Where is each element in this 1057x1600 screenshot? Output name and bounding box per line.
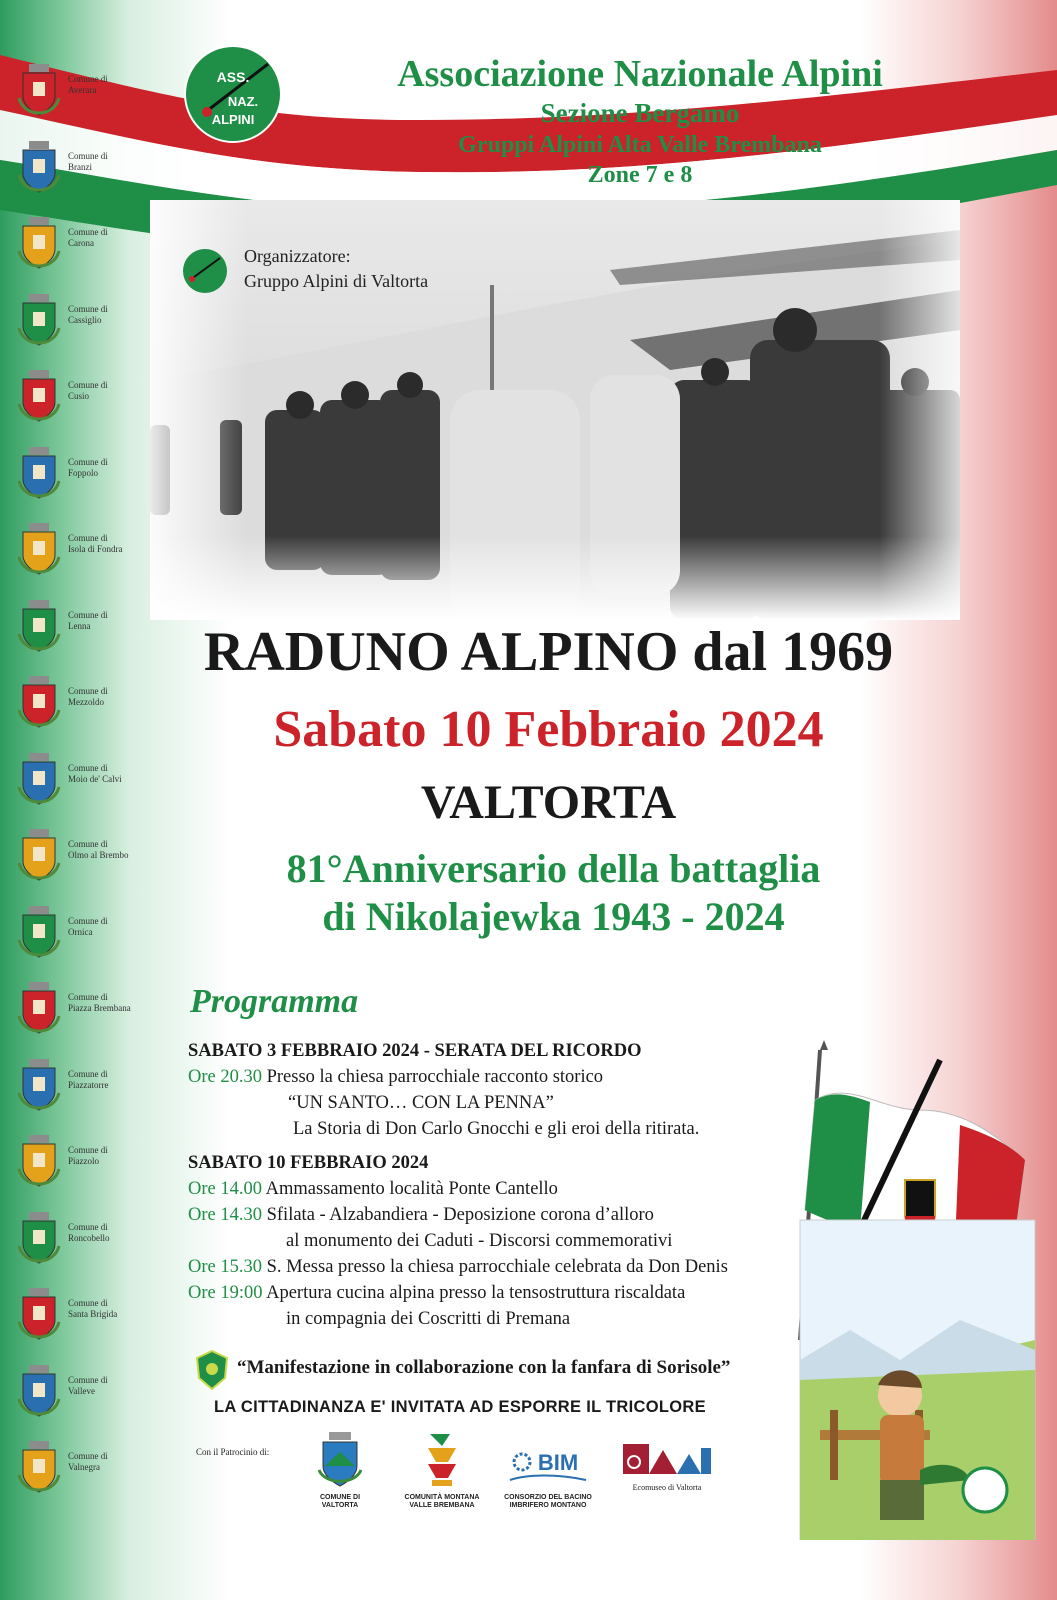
patron-line1: CONSORZIO DEL BACINO — [504, 1494, 592, 1501]
commune-crest — [10, 213, 150, 283]
program-item-continuation: al monumento dei Caduti - Discorsi commemorativi — [286, 1231, 673, 1251]
commune-crest-icon — [16, 1210, 62, 1272]
commune-prefix: Comune di — [68, 456, 108, 467]
commune-crest-icon — [16, 1363, 62, 1425]
commune-name: Carona — [68, 238, 94, 248]
program-item-text: S. Messa presso la chiesa parrocchiale celebrata da Don Denis — [266, 1257, 728, 1277]
commune-label — [68, 1451, 108, 1473]
commune-name: Piazzolo — [68, 1156, 99, 1166]
organizer-block — [244, 244, 428, 294]
commune-name: Roncobello — [68, 1232, 110, 1243]
commune-prefix: Comune di — [68, 1068, 108, 1079]
bim-logo-icon — [508, 1440, 588, 1490]
svg-text:BIM: BIM — [537, 1450, 579, 1475]
commune-name: Isola di Fondra — [68, 544, 123, 554]
commune-prefix: Comune di — [68, 1451, 108, 1461]
comunita-montana-logo-icon — [422, 1430, 462, 1490]
ecomuseo-logo-icon — [619, 1440, 715, 1480]
header — [300, 52, 980, 190]
commune-prefix: Comune di — [68, 839, 108, 849]
program-item — [188, 1202, 828, 1228]
commune-label — [68, 457, 108, 479]
section-title: Sezione Bergamo — [540, 98, 740, 128]
commune-label — [68, 1298, 117, 1320]
commune-crest-icon — [16, 445, 62, 507]
commune-crest-icon — [16, 292, 62, 354]
commune-label — [68, 1375, 108, 1397]
commune-label — [68, 380, 108, 402]
commune-crest — [10, 1361, 150, 1431]
commune-prefix: Comune di — [68, 686, 108, 696]
commune-prefix: Comune di — [68, 150, 108, 161]
commune-prefix: Comune di — [68, 74, 108, 84]
commune-prefix: Comune di — [68, 380, 108, 390]
patron-line2: VALLE BREMBANA — [409, 1502, 475, 1509]
commune-name: Mezzoldo — [68, 697, 104, 707]
commune-label — [68, 1069, 108, 1091]
commune-crest — [10, 443, 150, 513]
valtorta-crest-icon — [315, 1430, 365, 1490]
organizer-logo-icon — [182, 248, 228, 294]
groups-title: Gruppi Alpini Alta Valle Brembana — [458, 132, 822, 158]
commune-name: Lenna — [68, 620, 91, 631]
commune-name: Piazzatorre — [68, 1079, 109, 1090]
patron-line2: VALTORTA — [321, 1502, 359, 1509]
program-item-text: Apertura cucina alpina presso la tensostruttura riscaldata — [266, 1283, 686, 1303]
commune-crest-icon — [16, 1133, 62, 1195]
flag-child-illustration — [790, 1040, 1040, 1540]
commune-prefix: Comune di — [68, 1221, 108, 1232]
commune-label — [68, 151, 108, 173]
commune-name: Ornica — [68, 926, 93, 937]
patron-ecomuseo — [612, 1440, 722, 1492]
ana-logo-icon — [183, 44, 283, 144]
program-item-time: Ore 19:00 — [188, 1283, 263, 1303]
commune-name: Foppolo — [68, 467, 99, 478]
event-place: VALTORTA — [420, 776, 677, 829]
collaboration-text: “Manifestazione in collaborazione con la fanfara di Sorisole” — [237, 1357, 731, 1378]
patron-line2: IMBRIFERO MONTANO — [509, 1502, 587, 1509]
commune-crest-icon — [16, 1439, 62, 1501]
commune-name: Valleve — [68, 1385, 95, 1396]
patron-comunita-montana — [392, 1430, 492, 1510]
svg-text:NAZ.: NAZ. — [227, 94, 259, 109]
commune-label — [68, 533, 123, 555]
commune-label — [68, 227, 108, 249]
fanfara-badge-icon — [195, 1350, 229, 1390]
commune-crest — [10, 1208, 150, 1278]
day1-time: Ore 20.30 — [188, 1067, 262, 1087]
commune-label — [68, 1145, 108, 1167]
commune-crest — [10, 1437, 150, 1507]
program-item — [188, 1280, 828, 1306]
program-item-continuation: in compagnia dei Coscritti di Premana — [286, 1309, 571, 1329]
commune-name: Cassiglio — [68, 314, 102, 325]
commune-prefix: Comune di — [68, 992, 108, 1002]
patron-bim — [498, 1440, 598, 1510]
commune-name: Averara — [68, 85, 97, 95]
commune-crest-icon — [16, 1057, 62, 1119]
anniversary-line-1: 81°Anniversario della battaglia — [286, 846, 821, 891]
event-title: RADUNO ALPINO dal 1969 — [203, 621, 894, 683]
commune-crest-icon — [16, 368, 62, 430]
commune-crest — [10, 366, 150, 436]
patron-line1: COMUNITÀ MONTANA — [404, 1494, 480, 1501]
commune-crest — [10, 290, 150, 360]
program-item — [188, 1176, 828, 1202]
patronage-label: Con il Patrocinio di: — [196, 1447, 270, 1457]
day1-heading: SABATO 3 FEBBRAIO 2024 - SERATA DEL RICORDO — [188, 1041, 642, 1061]
association-title: Associazione Nazionale Alpini — [397, 53, 883, 95]
commune-name: Branzi — [68, 161, 92, 172]
program-title: Programma — [190, 983, 359, 1020]
program-item — [188, 1254, 828, 1280]
commune-label — [68, 304, 108, 326]
commune-crest-icon — [16, 215, 62, 277]
commune-prefix: Comune di — [68, 1374, 108, 1385]
commune-name: Moio de' Calvi — [68, 773, 122, 784]
day1-line3: La Storia di Don Carlo Gnocchi e gli eroi della ritirata. — [293, 1119, 700, 1139]
collaboration-note — [195, 1350, 815, 1396]
commune-crest — [10, 60, 150, 130]
patron-line1: COMUNE DI — [319, 1494, 361, 1501]
commune-name: Olmo al Brembo — [68, 850, 129, 860]
commune-name: Valnegra — [68, 1462, 100, 1472]
commune-prefix: Comune di — [68, 303, 108, 314]
commune-name: Piazza Brembana — [68, 1003, 131, 1013]
zones-title: Zone 7 e 8 — [587, 162, 693, 188]
program-list — [188, 1038, 828, 1332]
commune-name: Santa Brigida — [68, 1309, 118, 1319]
day1-line1: Presso la chiesa parrocchiale racconto storico — [266, 1067, 604, 1087]
program-item-text: Ammassamento località Ponte Cantello — [265, 1179, 558, 1199]
commune-prefix: Comune di — [68, 1145, 108, 1155]
commune-prefix: Comune di — [68, 762, 108, 773]
organizer-label: Organizzatore: — [244, 246, 351, 266]
program-item-time: Ore 14.30 — [188, 1205, 262, 1225]
commune-crest-icon — [16, 980, 62, 1042]
patron-comune-valtorta — [300, 1430, 380, 1510]
commune-prefix: Comune di — [68, 915, 108, 926]
commune-label — [68, 74, 108, 96]
commune-label — [68, 1222, 110, 1244]
commune-prefix: Comune di — [68, 533, 108, 543]
commune-prefix: Comune di — [68, 227, 108, 237]
organizer-name: Gruppo Alpini di Valtorta — [244, 271, 429, 291]
commune-crest — [10, 1131, 150, 1201]
svg-text:ASS.: ASS. — [216, 69, 250, 85]
commune-crest — [10, 1284, 150, 1354]
commune-crest-icon — [16, 139, 62, 201]
anniversary-block — [0, 845, 1057, 941]
commune-crest — [10, 137, 150, 207]
invitation-text: LA CITTADINANZA E' INVITATA AD ESPORRE IL TRICOLORE — [214, 1398, 706, 1416]
anniversary-line-2: di Nikolajewka 1943 - 2024 — [322, 894, 785, 939]
commune-prefix: Comune di — [68, 609, 108, 620]
commune-crest-icon — [16, 1286, 62, 1348]
commune-crest — [10, 1055, 150, 1125]
commune-crest — [10, 978, 150, 1048]
program-item-time: Ore 14.00 — [188, 1179, 262, 1199]
commune-label — [68, 992, 131, 1014]
svg-text:ALPINI: ALPINI — [211, 112, 255, 127]
program-item-time: Ore 15.30 — [188, 1257, 262, 1277]
commune-name: Cusio — [68, 391, 90, 401]
commune-prefix: Comune di — [68, 1298, 108, 1308]
commune-crest — [10, 519, 150, 589]
commune-crest-icon — [16, 62, 62, 124]
commune-crest-icon — [16, 521, 62, 583]
day1-line2: “UN SANTO… CON LA PENNA” — [288, 1093, 554, 1113]
patron-line1: Ecomuseo di Valtorta — [632, 1483, 702, 1492]
day2-heading: SABATO 10 FEBBRAIO 2024 — [188, 1153, 429, 1173]
program-item-text: Sfilata - Alzabandiera - Deposizione corona d’alloro — [266, 1205, 654, 1225]
day1-item — [188, 1064, 828, 1090]
event-date: Sabato 10 Febbraio 2024 — [273, 701, 824, 758]
